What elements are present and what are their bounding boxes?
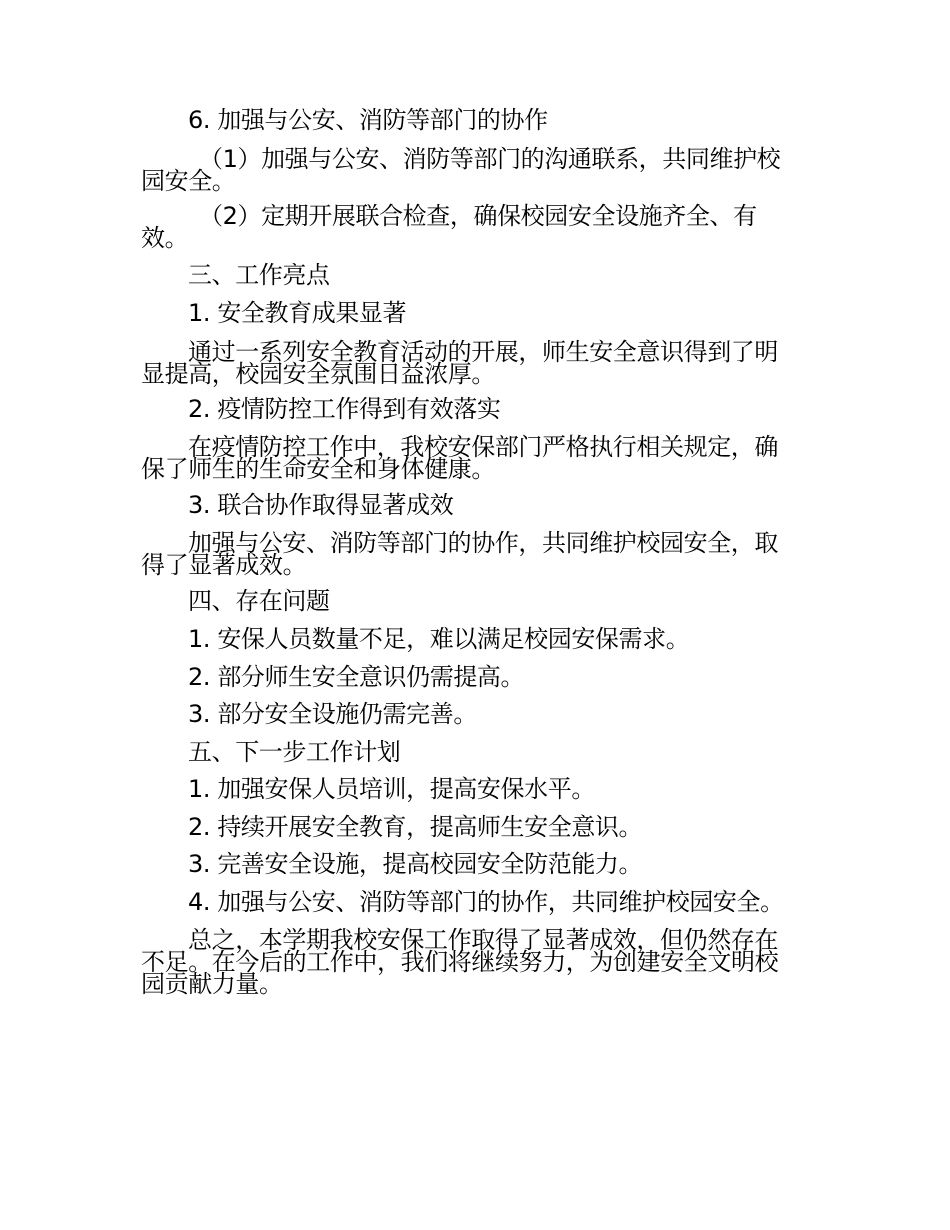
list-item [141,775,811,803]
text-line: 效。 [141,224,189,252]
text-line: 加强与公安、消防等部门的协作，共同维护校园安全，取 [188,529,778,557]
text-line: （2）定期开展联合检查，确保校园安全设施齐全、有 [199,202,757,230]
paragraph-subheading-1 [141,299,811,327]
list-item [141,625,811,653]
paragraph-subheading-3 [141,491,811,519]
text-line: 保了师生的生命安全和身体健康。 [141,455,495,483]
text-line: 3. 联合协作取得显著成效 [188,491,454,519]
text-line: 园贡献力量。 [141,970,283,998]
list-item [141,888,811,916]
paragraph-subheading-2 [141,395,811,423]
section-heading-issues [141,587,811,615]
text-line: 显提高，校园安全氛围日益浓厚。 [141,360,495,388]
paragraph-conclusion [141,926,811,998]
text-line: 4. 加强与公安、消防等部门的协作，共同维护校园安全。 [188,888,784,916]
list-item [141,700,811,728]
text-line: 6. 加强与公安、消防等部门的协作 [188,106,548,134]
text-line: 2. 疫情防控工作得到有效落实 [188,395,501,423]
text-line: 园安全。 [141,167,236,195]
text-line: 1. 安保人员数量不足，难以满足校园安保需求。 [188,625,690,653]
text-line: 1. 加强安保人员培训，提高安保水平。 [188,775,595,803]
section-heading-next-steps [141,738,811,766]
text-line: 总之，本学期我校安保工作取得了显著成效，但仍然存在 [188,926,778,954]
paragraph-subheading-6 [141,106,811,134]
text-line: 五、下一步工作计划 [188,738,401,766]
text-line: 2. 部分师生安全意识仍需提高。 [188,663,525,691]
paragraph-item-2 [141,202,811,252]
text-line: （1）加强与公安、消防等部门的沟通联系，共同维护校 [199,145,781,173]
list-item [141,813,811,841]
paragraph-body [141,433,811,483]
text-line: 四、存在问题 [188,587,330,615]
text-line: 在疫情防控工作中，我校安保部门严格执行相关规定，确 [188,433,778,461]
text-line: 1. 安全教育成果显著 [188,299,407,327]
text-line: 不足。在今后的工作中，我们将继续努力，为创建安全文明校 [141,948,779,976]
paragraph-body [141,338,811,388]
list-item [141,663,811,691]
paragraph-item-1 [141,145,811,195]
section-heading-highlights [141,261,811,289]
text-line: 得了显著成效。 [141,551,307,579]
text-line: 3. 部分安全设施仍需完善。 [188,700,477,728]
text-line: 3. 完善安全设施，提高校园安全防范能力。 [188,850,643,878]
text-line: 2. 持续开展安全教育，提高师生安全意识。 [188,813,643,841]
text-line: 通过一系列安全教育活动的开展，师生安全意识得到了明 [188,338,778,366]
text-line: 三、工作亮点 [188,261,330,289]
paragraph-body [141,529,811,579]
list-item [141,850,811,878]
